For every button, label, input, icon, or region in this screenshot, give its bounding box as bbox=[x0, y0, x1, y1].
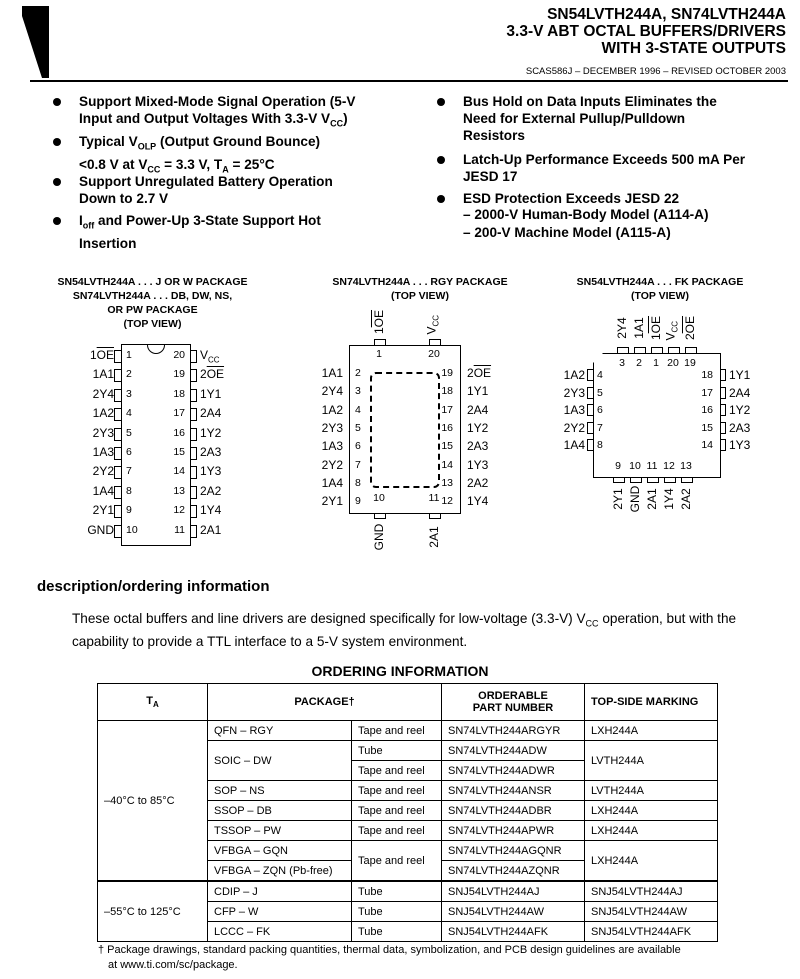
fk-pin-stub bbox=[720, 422, 726, 434]
fk-top-pin-number: 20 bbox=[667, 357, 679, 369]
dip-pin-stub bbox=[190, 408, 197, 421]
cell-packing: Tape and reel bbox=[352, 801, 442, 821]
feature-bus-hold: Bus Hold on Data Inputs Eliminates the Need for External Pullup/Pulldown Resistors bbox=[437, 93, 717, 144]
rgy-left-pin-label: 2Y1 bbox=[321, 494, 343, 509]
fk-top-pin-label: $1\overline{OE}$ bbox=[649, 315, 663, 341]
rgy-left-pin-label: 1A3 bbox=[321, 439, 343, 454]
rgy-bottom-pin-number: 11 bbox=[428, 492, 440, 504]
rgy-top-pin-label: $V_{CC}$ bbox=[424, 314, 441, 335]
cell-packing: Tape and reel bbox=[352, 781, 442, 801]
rgy-right-pin-label: 2A2 bbox=[467, 475, 489, 490]
dip-right-pin-label: 1Y3 bbox=[200, 464, 222, 479]
description-paragraph: These octal buffers and line drivers are designed specifically for low-voltage (3.3-V) $V_{CC}$ operation, but with the capability to provide a TTL interface to a 5-V system environment. bbox=[72, 611, 737, 649]
dip-right-pin-number: 16 bbox=[173, 426, 185, 439]
dip-right-pin-number: 17 bbox=[173, 407, 185, 420]
fk-right-pin-label: 1Y2 bbox=[729, 403, 751, 417]
dip-right-pin-label: 1Y1 bbox=[200, 386, 222, 401]
dip-pin-stub bbox=[114, 408, 121, 421]
temp-range-2: –55°C to 125°C bbox=[98, 881, 208, 942]
cell-part: SN74LVTH244AZQNR bbox=[442, 861, 585, 882]
fk-left-pin-number: 4 bbox=[597, 369, 603, 381]
fk-right-pin-label: 1Y1 bbox=[729, 368, 751, 382]
rgy-top-pin-label: $1\overline{OE}$ bbox=[372, 309, 386, 335]
dip-left-pin-number: 1 bbox=[126, 349, 132, 361]
rgy-left-pin-number: 3 bbox=[355, 385, 361, 398]
fk-left-pin-number: 6 bbox=[597, 404, 603, 416]
fk-bottom-pin-label: 1Y4 bbox=[662, 488, 676, 510]
dip-pin-stub bbox=[190, 369, 197, 382]
cell-marking: LXH244A bbox=[585, 821, 718, 841]
dip-pin-stub bbox=[114, 486, 121, 499]
fk-pin-stub bbox=[634, 347, 646, 353]
rgy-top-pin-number: 20 bbox=[428, 348, 440, 360]
dip-right-pin-label: 2A3 bbox=[200, 445, 222, 459]
cell-package: TSSOP – PW bbox=[208, 821, 352, 841]
dip-left-pin-label: 1A3 bbox=[92, 445, 114, 459]
rgy-thermal-pad bbox=[370, 372, 440, 488]
rgy-left-pin-label: 1A4 bbox=[321, 475, 343, 490]
dip-left-pin-number: 7 bbox=[126, 465, 132, 478]
feature-latchup: Latch-Up Performance Exceeds 500 mA Per JESD 17 bbox=[437, 151, 745, 185]
cell-marking: LXH244A bbox=[585, 801, 718, 821]
cell-package: CFP – W bbox=[208, 902, 352, 922]
fk-pin-stub bbox=[720, 404, 726, 416]
document-title: SN54LVTH244A, SN74LVTH244A 3.3-V ABT OCTAL BUFFERS/DRIVERS WITH 3-STATE OUTPUTS bbox=[506, 6, 786, 57]
dip-left-pin-number: 9 bbox=[126, 504, 132, 517]
dip-right-pin-label: 1Y2 bbox=[200, 425, 222, 440]
fk-top-pin-label: 1A1 bbox=[632, 317, 646, 339]
col-header-ta: $T_A$ bbox=[98, 684, 208, 721]
rgy-right-pin-number: 12 bbox=[441, 495, 453, 508]
rgy-left-pin-label: 1A2 bbox=[321, 402, 343, 417]
fk-right-pin-label: 2A3 bbox=[729, 420, 751, 435]
table-row bbox=[98, 881, 718, 902]
dip-pin-stub bbox=[190, 525, 197, 538]
dip-pin-stub bbox=[114, 525, 121, 538]
dip-left-pin-label: 1A2 bbox=[92, 406, 114, 421]
feature-ioff: $I_{off}$ and Power-Up 3-State Support Hot Insertion bbox=[53, 212, 321, 252]
cell-packing: Tube bbox=[352, 881, 442, 902]
fk-top-pin-label: $2\overline{OE}$ bbox=[683, 315, 697, 341]
cell-part: SN74LVTH244APWR bbox=[442, 821, 585, 841]
cell-part: SNJ54LVTH244AJ bbox=[442, 881, 585, 902]
fk-top-pin-number: 2 bbox=[636, 357, 642, 369]
dip-pin-stub bbox=[190, 505, 197, 518]
fk-pin-stub bbox=[587, 369, 593, 381]
fk-top-pin-number: 19 bbox=[684, 357, 696, 369]
fk-pin-stub bbox=[685, 347, 697, 353]
rgy-right-pin-number: 18 bbox=[441, 385, 453, 398]
fk-left-pin-number: 8 bbox=[597, 439, 603, 451]
dip-pin-stub bbox=[190, 428, 197, 441]
fk-right-pin-number: 18 bbox=[701, 369, 713, 381]
dip-left-pin-number: 5 bbox=[126, 426, 132, 439]
rgy-left-pin-label: 2Y4 bbox=[321, 384, 343, 399]
cell-part: SN74LVTH244AGQNR bbox=[442, 841, 585, 861]
cell-part: SN74LVTH244ADBR bbox=[442, 801, 585, 821]
cell-package: VFBGA – ZQN (Pb-free) bbox=[208, 861, 352, 882]
rgy-bottom-pin-label: 2A1 bbox=[427, 526, 441, 548]
fk-right-pin-number: 15 bbox=[701, 421, 713, 434]
rgy-right-pin-number: 13 bbox=[441, 476, 453, 489]
rgy-right-pin-label: $2\overline{OE}$ bbox=[467, 366, 492, 380]
fk-pin-stub bbox=[720, 387, 726, 399]
fk-pin-stub bbox=[651, 347, 663, 353]
dip-right-pin-number: 13 bbox=[173, 484, 185, 497]
section-heading: description/ordering information bbox=[37, 578, 270, 595]
rgy-bottom-pin-number: 10 bbox=[373, 492, 385, 504]
cell-packing: Tape and reel bbox=[352, 821, 442, 841]
cell-package: LCCC – FK bbox=[208, 922, 352, 942]
fk-right-pin-label: 1Y3 bbox=[729, 438, 751, 452]
cell-part: SN74LVTH244ADWR bbox=[442, 761, 585, 781]
dip-pin-stub bbox=[114, 350, 121, 363]
fk-pin-stub bbox=[587, 439, 593, 451]
dip-right-pin-label: $V_{CC}$ bbox=[200, 348, 220, 365]
dip-left-pin-label: GND bbox=[87, 522, 114, 537]
rgy-left-pin-number: 8 bbox=[355, 476, 361, 489]
cell-package: SOIC – DW bbox=[208, 741, 352, 781]
rgy-left-pin-number: 9 bbox=[355, 495, 361, 508]
fk-pin-stub bbox=[587, 422, 593, 434]
dip-pin-stub bbox=[190, 466, 197, 479]
fk-bottom-pin-number: 12 bbox=[663, 460, 675, 472]
cell-marking: LVTH244A bbox=[585, 741, 718, 781]
fk-bottom-pin-number: 11 bbox=[646, 460, 658, 472]
feature-battery: Support Unregulated Battery Operation Down to 2.7 V bbox=[53, 173, 333, 207]
cell-package: VFBGA – GQN bbox=[208, 841, 352, 861]
rgy-right-pin-label: 1Y1 bbox=[467, 384, 489, 399]
rgy-right-pin-label: 1Y3 bbox=[467, 457, 489, 472]
fk-right-pin-number: 16 bbox=[701, 404, 713, 416]
fk-pin-stub bbox=[720, 369, 726, 381]
cell-package: SSOP – DB bbox=[208, 801, 352, 821]
cell-marking: LXH244A bbox=[585, 721, 718, 741]
dip-right-pin-number: 11 bbox=[174, 523, 185, 536]
dip-pin-stub bbox=[190, 447, 197, 460]
dip-left-pin-label: 1A1 bbox=[92, 367, 114, 382]
esd-hbm: – 2000-V Human-Body Model (A114-A) bbox=[463, 207, 709, 222]
fk-pin-stub bbox=[720, 439, 726, 451]
rgy-right-pin-label: 2A3 bbox=[467, 439, 489, 454]
fk-left-pin-label: 2Y3 bbox=[563, 385, 585, 400]
dip-pin-stub bbox=[114, 505, 121, 518]
fk-top-pin-number: 3 bbox=[619, 357, 625, 369]
dip-pin-stub bbox=[114, 466, 121, 479]
dip-left-pin-label: 2Y2 bbox=[92, 464, 114, 479]
dip-right-pin-label: 1Y4 bbox=[200, 503, 222, 518]
dip-right-pin-label: 2A1 bbox=[200, 522, 222, 537]
cell-package: SOP – NS bbox=[208, 781, 352, 801]
rgy-right-pin-number: 17 bbox=[441, 403, 453, 416]
fk-left-pin-number: 5 bbox=[597, 386, 603, 399]
fk-bottom-pin-label: GND bbox=[628, 485, 642, 513]
rgy-right-pin-label: 1Y2 bbox=[467, 420, 489, 435]
rgy-left-pin-number: 4 bbox=[355, 403, 361, 416]
fk-pin-stub bbox=[668, 347, 680, 353]
dip-right-pin-number: 14 bbox=[173, 465, 185, 478]
dip-left-pin-label: 2Y4 bbox=[92, 386, 114, 401]
dip-left-pin-number: 3 bbox=[126, 387, 132, 400]
cell-packing: Tube bbox=[352, 922, 442, 942]
fk-top-pin-label: $V_{CC}$ bbox=[663, 320, 680, 341]
dip-pin-stub bbox=[190, 350, 197, 363]
cell-packing: Tape and reel bbox=[352, 721, 442, 741]
fk-left-pin-label: 1A2 bbox=[563, 368, 585, 382]
cell-marking: SNJ54LVTH244AJ bbox=[585, 881, 718, 902]
fk-bottom-pin-number: 9 bbox=[615, 460, 621, 472]
fk-bottom-pin-label: 2A2 bbox=[679, 488, 693, 510]
cell-packing: Tape and reel bbox=[352, 841, 442, 882]
dip-pin-stub bbox=[114, 389, 121, 402]
rgy-right-pin-number: 16 bbox=[441, 421, 453, 434]
dip-left-pin-label: 2Y3 bbox=[92, 425, 114, 440]
fk-right-pin-number: 14 bbox=[701, 439, 713, 451]
cell-packing: Tape and reel bbox=[352, 761, 442, 781]
fk-right-pin-number: 17 bbox=[701, 386, 713, 399]
rgy-right-pin-label: 2A4 bbox=[467, 402, 489, 417]
fk-top-pin-number: 1 bbox=[653, 357, 659, 369]
col-header-package: PACKAGE† bbox=[208, 684, 442, 721]
rgy-left-pin-label: 2Y3 bbox=[321, 420, 343, 435]
fk-package-title: SN54LVTH244A . . . FK PACKAGE (TOP VIEW) bbox=[576, 276, 744, 302]
fk-bottom-pin-label: 2A1 bbox=[645, 488, 659, 510]
cell-marking: LVTH244A bbox=[585, 781, 718, 801]
esd-mm: – 200-V Machine Model (A115-A) bbox=[463, 225, 671, 240]
rgy-pin-stub bbox=[374, 339, 386, 345]
cell-marking: SNJ54LVTH244AW bbox=[585, 902, 718, 922]
dip-pin-stub bbox=[114, 369, 121, 382]
dip-pin-stub bbox=[114, 428, 121, 441]
rgy-left-pin-label: 1A1 bbox=[321, 366, 343, 380]
rgy-left-pin-number: 6 bbox=[355, 440, 361, 453]
dip-pin-stub bbox=[190, 389, 197, 402]
dip-left-pin-number: 4 bbox=[126, 407, 132, 420]
cell-part: SNJ54LVTH244AFK bbox=[442, 922, 585, 942]
fk-left-pin-number: 7 bbox=[597, 421, 603, 434]
dip-right-pin-number: 18 bbox=[173, 387, 185, 400]
dip-right-pin-number: 15 bbox=[173, 446, 185, 458]
fk-pin-stub bbox=[587, 404, 593, 416]
dip-package-title: SN54LVTH244A . . . J OR W PACKAGE SN74LVTH244A . . . DB, DW, NS, OR PW PACKAGE (TOP VIEW) bbox=[57, 276, 248, 330]
dip-pin-stub bbox=[190, 486, 197, 499]
dip-left-pin-label: $1\overline{OE}$ bbox=[89, 348, 114, 362]
cell-packing: Tube bbox=[352, 902, 442, 922]
rgy-left-pin-number: 5 bbox=[355, 421, 361, 434]
col-header-orderable: ORDERABLE PART NUMBER bbox=[442, 684, 585, 721]
fk-pin-stub bbox=[617, 347, 629, 353]
ordering-table bbox=[97, 683, 718, 942]
rgy-right-pin-number: 15 bbox=[441, 440, 453, 453]
feature-volp: Typical $V_{OLP}$ (Output Ground Bounce) <0.8 V at $V_{CC} = 3.3$ V, $T_A = 25^\circ C$ bbox=[53, 133, 320, 178]
rgy-left-pin-number: 7 bbox=[355, 458, 361, 471]
cell-marking: SNJ54LVTH244AFK bbox=[585, 922, 718, 942]
cell-part: SNJ54LVTH244AW bbox=[442, 902, 585, 922]
fk-left-pin-label: 2Y2 bbox=[563, 420, 585, 435]
doc-id: SCAS586J – DECEMBER 1996 – REVISED OCTOBER 2003 bbox=[525, 66, 786, 77]
rgy-left-pin-number: 2 bbox=[355, 367, 361, 379]
dip-left-pin-label: 1A4 bbox=[92, 483, 114, 498]
cell-marking: LXH244A bbox=[585, 841, 718, 882]
ti-logo-wedge bbox=[22, 6, 49, 78]
fk-bottom-pin-number: 13 bbox=[680, 460, 692, 472]
rgy-pin-stub bbox=[429, 339, 441, 345]
rgy-bottom-pin-label: GND bbox=[372, 523, 386, 551]
dip-left-pin-number: 10 bbox=[126, 523, 138, 536]
rgy-left-pin-label: 2Y2 bbox=[321, 457, 343, 472]
dip-right-pin-number: 20 bbox=[173, 349, 185, 361]
dip-left-pin-number: 8 bbox=[126, 484, 132, 497]
fk-pin-stub bbox=[587, 387, 593, 399]
dip-left-pin-number: 2 bbox=[126, 368, 132, 381]
cell-part: SN74LVTH244ADW bbox=[442, 741, 585, 761]
rgy-right-pin-label: 1Y4 bbox=[467, 494, 489, 509]
rgy-top-pin-number: 1 bbox=[376, 348, 382, 360]
feature-mixed-mode: Support Mixed-Mode Signal Operation (5-V Input and Output Voltages With 3.3-V $V_{CC}$) bbox=[53, 93, 355, 133]
rgy-right-pin-number: 14 bbox=[441, 458, 453, 471]
fk-top-pin-label: 2Y4 bbox=[615, 317, 629, 339]
dip-right-pin-number: 12 bbox=[173, 504, 185, 517]
fk-bottom-pin-number: 10 bbox=[629, 460, 641, 472]
rgy-package-title: SN74LVTH244A . . . RGY PACKAGE (TOP VIEW) bbox=[332, 276, 508, 302]
cell-package: CDIP – J bbox=[208, 881, 352, 902]
header-rule bbox=[30, 80, 788, 82]
temp-range-1: –40°C to 85°C bbox=[98, 721, 208, 882]
dip-right-pin-label: 2A2 bbox=[200, 483, 222, 498]
col-header-marking: TOP-SIDE MARKING bbox=[585, 684, 718, 721]
dip-right-pin-label: 2A4 bbox=[200, 406, 222, 421]
cell-package: QFN – RGY bbox=[208, 721, 352, 741]
table-row bbox=[98, 721, 718, 741]
dip-left-pin-label: 2Y1 bbox=[92, 503, 114, 518]
fk-right-pin-label: 2A4 bbox=[729, 385, 751, 400]
dip-right-pin-number: 19 bbox=[173, 368, 185, 381]
rgy-right-pin-number: 19 bbox=[441, 367, 453, 379]
cell-part: SN74LVTH244ARGYR bbox=[442, 721, 585, 741]
feature-esd: ESD Protection Exceeds JESD 22 bbox=[437, 190, 679, 207]
fk-bottom-pin-label: 2Y1 bbox=[611, 488, 625, 510]
cell-part: SN74LVTH244ANSR bbox=[442, 781, 585, 801]
cell-packing: Tube bbox=[352, 741, 442, 761]
ordering-title: ORDERING INFORMATION bbox=[311, 663, 489, 679]
fk-left-pin-label: 1A4 bbox=[563, 438, 585, 452]
footnote: † Package drawings, standard packing quantities, thermal data, symbolization, and PCB design guidelines are available at www.ti.com/sc/package. bbox=[98, 944, 681, 971]
dip-pin-stub bbox=[114, 447, 121, 460]
table-header-row bbox=[98, 684, 718, 721]
dip-left-pin-number: 6 bbox=[126, 446, 132, 458]
fk-left-pin-label: 1A3 bbox=[563, 403, 585, 417]
dip-notch bbox=[147, 336, 165, 354]
dip-right-pin-label: $2\overline{OE}$ bbox=[200, 367, 225, 382]
